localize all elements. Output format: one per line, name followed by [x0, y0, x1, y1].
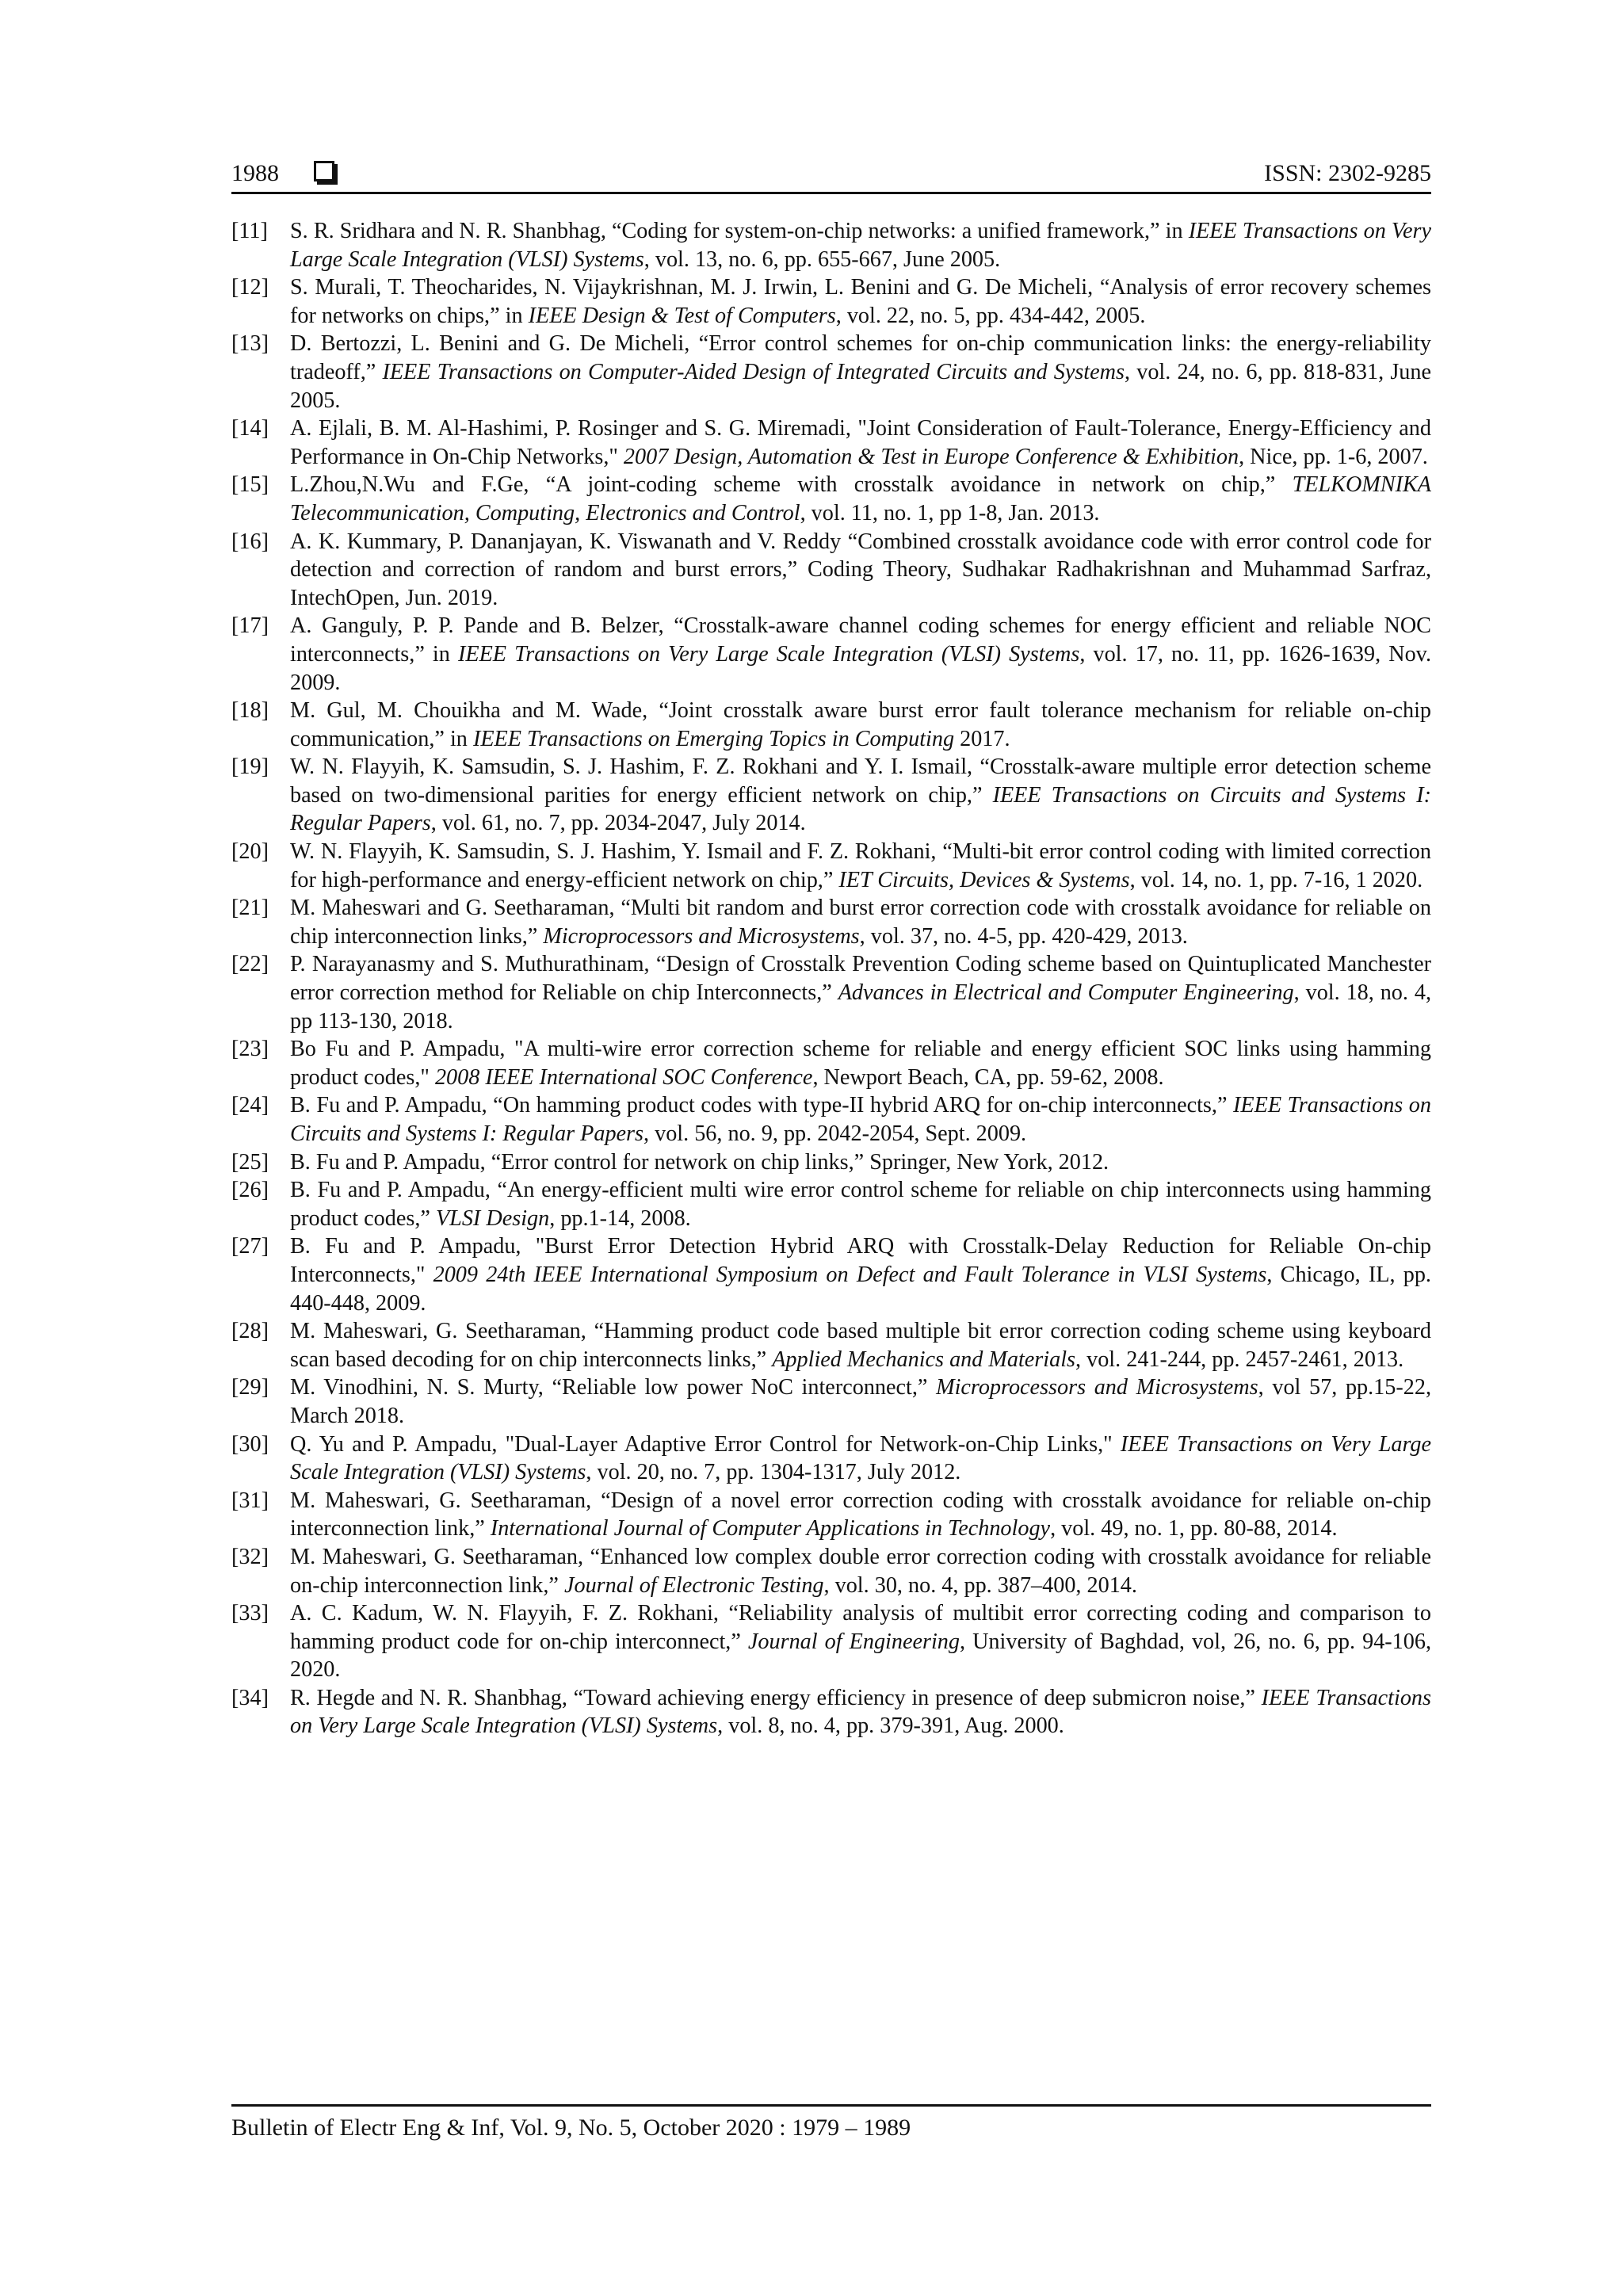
reference-number: [14]: [231, 416, 269, 441]
reference-number: [12]: [231, 275, 269, 300]
reference-item: [231, 330, 1431, 415]
reference-number: [19]: [231, 755, 269, 780]
reference-venue: IEEE Transactions on Emerging Topics in Computing: [472, 726, 955, 751]
reference-text: [290, 1684, 1431, 1740]
reference-segment: B. Fu and P. Ampadu, "Burst Error Detection Hybrid ARQ with Crosstalk-Delay Reduction for Reliable On-chip Interconnects,": [290, 1234, 1431, 1287]
reference-segment: M. Maheswari, G. Seetharaman, “Design of a novel error correction coding with crosstalk avoidance for reliable on-chip interconnection link,”: [290, 1488, 1431, 1541]
reference-number: [30]: [231, 1431, 269, 1457]
reference-venue: TELKOMNIKA Telecommunication, Computing, Electronics and Control: [290, 472, 1431, 525]
reference-item: [231, 697, 1431, 753]
reference-segment: , Newport Beach, CA, pp. 59-62, 2008.: [812, 1064, 1164, 1090]
reference-segment: , vol. 20, no. 7, pp. 1304-1317, July 2012.: [586, 1460, 961, 1485]
reference-number: [11]: [231, 219, 268, 243]
reference-segment: , pp.1-14, 2008.: [549, 1205, 691, 1231]
reference-venue: IEEE Transactions on Computer-Aided Design of Integrated Circuits and Systems: [382, 359, 1125, 384]
reference-number: [20]: [231, 839, 269, 865]
reference-segment: Q. Yu and P. Ampadu, "Dual-Layer Adaptive Error Control for Network-on-Chip Links,": [290, 1431, 1121, 1457]
reference-venue: IEEE Transactions on Very Large Scale Integration (VLSI) Systems: [290, 219, 1431, 272]
reference-segment: A. Ganguly, P. P. Pande and B. Belzer, “Crosstalk-aware channel coding schemes for energy efficient and reliable NOC interconnects,” in: [290, 613, 1431, 667]
reference-number: [31]: [231, 1488, 269, 1513]
reference-number: [29]: [231, 1375, 269, 1400]
reference-segment: B. Fu and P. Ampadu, “Error control for network on chip links,” Springer, New York, 2012.: [290, 1149, 1109, 1175]
reference-segment: D. Bertozzi, L. Benini and G. De Micheli, “Error control schemes for on-chip communication links: the energy-reliability tradeoff,”: [290, 331, 1431, 384]
reference-item: [231, 894, 1431, 950]
reference-item: [231, 1543, 1431, 1599]
reference-item: [231, 1684, 1431, 1740]
reference-number: [22]: [231, 952, 269, 977]
reference-text: [290, 1487, 1431, 1543]
reference-segment: P. Narayanasmy and S. Muthurathinam, “Design of Crosstalk Prevention Coding scheme based on Quintuplicated Manchester error correction method for Reliable on chip Interconnects,”: [290, 952, 1431, 1006]
reference-segment: M. Maheswari, G. Seetharaman, “Hamming product code based multiple bit error correction coding scheme using keyboard scan based decoding for on chip interconnects links,”: [290, 1319, 1431, 1372]
reference-number: [21]: [231, 896, 269, 921]
reference-number: [16]: [231, 529, 269, 554]
footer-citation: Bulletin of Electr Eng & Inf, Vol. 9, No. 5, October 2020 : 1979 – 1989: [231, 2115, 911, 2141]
reference-list: [231, 217, 1431, 1740]
page-footer: [231, 2104, 1431, 2141]
reference-venue: Advances in Electrical and Computer Engineering: [838, 980, 1294, 1006]
reference-segment: S. Murali, T. Theocharides, N. Vijaykrishnan, M. J. Irwin, L. Benini and G. De Micheli, “Analysis of error recovery schemes for networks on chips,” in: [290, 275, 1431, 328]
reference-item: [231, 1599, 1431, 1684]
reference-segment: , University of Baghdad, vol, 26, no. 6, pp. 94-106, 2020.: [290, 1629, 1432, 1683]
reference-segment: B. Fu and P. Ampadu, “On hamming product codes with type-II hybrid ARQ for on-chip interconnects,”: [290, 1093, 1233, 1118]
reference-number: [25]: [231, 1149, 269, 1175]
reference-segment: , vol. 14, no. 1, pp. 7-16, 1 2020.: [1129, 867, 1423, 892]
reference-number: [13]: [231, 331, 269, 357]
reference-item: [231, 1317, 1431, 1373]
reference-segment: , vol. 24, no. 6, pp. 818-831, June 2005.: [290, 359, 1432, 413]
reference-segment: , vol. 11, no. 1, pp 1-8, Jan. 2013.: [800, 500, 1100, 525]
reference-number: [18]: [231, 698, 269, 724]
reference-number: [32]: [231, 1544, 269, 1569]
reference-text: [290, 330, 1431, 415]
reference-venue: IET Circuits, Devices & Systems: [838, 867, 1130, 892]
square-bullet-icon: [314, 161, 334, 181]
reference-segment: , vol. 56, no. 9, pp. 2042-2054, Sept. 2009.: [643, 1121, 1027, 1146]
reference-venue: IEEE Transactions on Circuits and Systems I: Regular Papers: [290, 1093, 1431, 1146]
reference-venue: Microprocessors and Microsystems: [936, 1375, 1258, 1400]
reference-item: [231, 950, 1431, 1035]
reference-segment: 2017.: [954, 726, 1010, 751]
reference-segment: B. Fu and P. Ampadu, “An energy-efficient multi wire error control scheme for reliable on chip interconnects using hamming product codes,”: [290, 1178, 1431, 1231]
reference-number: [26]: [231, 1178, 269, 1203]
reference-text: [290, 753, 1431, 838]
reference-venue: 2008 IEEE International SOC Conference: [434, 1064, 813, 1090]
reference-segment: , vol. 49, no. 1, pp. 80-88, 2014.: [1050, 1516, 1338, 1541]
reference-segment: A. C. Kadum, W. N. Flayyih, F. Z. Rokhani, “Reliability analysis of multibit error correcting coding and comparison to hamming product code for on-chip interconnect,”: [290, 1601, 1431, 1654]
reference-segment: M. Vinodhini, N. S. Murty, “Reliable low power NoC interconnect,”: [290, 1375, 937, 1400]
reference-item: [231, 1148, 1431, 1177]
reference-text: [290, 1543, 1431, 1599]
reference-segment: W. N. Flayyih, K. Samsudin, S. J. Hashim, F. Z. Rokhani and Y. I. Ismail, “Crosstalk-aware multiple error detection scheme based on two-dimensional parities for energy efficient network on chip,”: [290, 755, 1431, 808]
reference-segment: , vol. 30, no. 4, pp. 387–400, 2014.: [823, 1572, 1137, 1598]
reference-item: [231, 528, 1431, 613]
reference-venue: International Journal of Computer Applications in Technology: [490, 1516, 1051, 1541]
reference-segment: , vol. 37, no. 4-5, pp. 420-429, 2013.: [859, 923, 1188, 949]
reference-number: [24]: [231, 1093, 269, 1118]
reference-segment: , vol. 13, no. 6, pp. 655-667, June 2005.: [643, 246, 1001, 272]
reference-item: [231, 1431, 1431, 1487]
reference-text: [290, 697, 1431, 753]
reference-venue: Journal of Engineering: [747, 1629, 960, 1654]
issn-label: ISSN: 2302-9285: [1264, 160, 1431, 186]
reference-segment: , vol 57, pp.15-22, March 2018.: [290, 1375, 1431, 1428]
reference-segment: , vol. 8, no. 4, pp. 379-391, Aug. 2000.: [717, 1713, 1064, 1739]
reference-text: [290, 612, 1431, 697]
reference-venue: Journal of Electronic Testing: [563, 1572, 824, 1598]
reference-number: [15]: [231, 472, 269, 498]
reference-segment: , vol. 17, no. 11, pp. 1626-1639, Nov. 2009.: [290, 641, 1431, 695]
reference-venue: VLSI Design: [435, 1205, 550, 1231]
reference-number: [34]: [231, 1685, 269, 1710]
reference-text: [290, 1035, 1431, 1091]
reference-text: [290, 1317, 1431, 1373]
reference-segment: , vol. 61, no. 7, pp. 2034-2047, July 2014.: [430, 811, 806, 836]
reference-venue: 2009 24th IEEE International Symposium on Defect and Fault Tolerance in VLSI Systems: [433, 1262, 1267, 1287]
reference-item: [231, 415, 1431, 471]
reference-item: [231, 217, 1431, 273]
reference-number: [27]: [231, 1234, 269, 1259]
reference-segment: M. Maheswari and G. Seetharaman, “Multi bit random and burst error correction code with crosstalk avoidance for reliable on chip interconnection links,”: [290, 896, 1431, 949]
reference-text: [290, 894, 1431, 950]
reference-segment: , vol. 22, no. 5, pp. 434-442, 2005.: [835, 303, 1146, 328]
reference-item: [231, 838, 1431, 894]
reference-item: [231, 1373, 1431, 1430]
reference-venue: IEEE Transactions on Very Large Scale Integration (VLSI) Systems: [290, 1685, 1431, 1739]
reference-segment: M. Gul, M. Chouikha and M. Wade, “Joint crosstalk aware burst error fault tolerance mechanism for reliable on-chip communication,” in: [290, 698, 1431, 751]
reference-segment: A. Ejlali, B. M. Al-Hashimi, P. Rosinger and S. G. Miremadi, "Joint Consideration of Fault-Tolerance, Energy-Efficiency and Performance in On-Chip Networks,": [290, 416, 1431, 469]
reference-number: [23]: [231, 1037, 269, 1062]
reference-segment: , Chicago, IL, pp. 440-448, 2009.: [290, 1262, 1431, 1316]
reference-segment: , vol. 18, no. 4, pp 113-130, 2018.: [290, 980, 1431, 1033]
reference-venue: Applied Mechanics and Materials: [772, 1347, 1076, 1372]
reference-text: [290, 838, 1431, 894]
reference-text: [290, 217, 1431, 273]
reference-number: [33]: [231, 1601, 269, 1626]
reference-text: [290, 1599, 1431, 1684]
reference-venue: IEEE Design & Test of Computers: [528, 303, 836, 328]
reference-venue: IEEE Transactions on Circuits and Systems I: Regular Papers: [290, 782, 1431, 836]
reference-text: [290, 1176, 1431, 1232]
reference-item: [231, 471, 1431, 527]
reference-number: [17]: [231, 613, 269, 639]
reference-number: [28]: [231, 1319, 269, 1344]
reference-segment: Bo Fu and P. Ampadu, "A multi-wire error correction scheme for reliable and energy efficient SOC links using hamming product codes,": [290, 1037, 1431, 1090]
reference-segment: M. Maheswari, G. Seetharaman, “Enhanced low complex double error correction coding with crosstalk avoidance for reliable on-chip interconnection link,”: [290, 1544, 1431, 1598]
reference-text: [290, 1148, 1431, 1177]
reference-segment: , vol. 241-244, pp. 2457-2461, 2013.: [1075, 1347, 1404, 1372]
reference-item: [231, 1091, 1431, 1148]
reference-text: [290, 1232, 1431, 1317]
reference-venue: Microprocessors and Microsystems: [543, 923, 860, 949]
reference-segment: L.Zhou,N.Wu and F.Ge, “A joint-coding scheme with crosstalk avoidance in network on chip,”: [290, 472, 1293, 498]
reference-item: [231, 273, 1431, 330]
reference-text: [290, 471, 1431, 527]
reference-item: [231, 1232, 1431, 1317]
reference-item: [231, 1487, 1431, 1543]
reference-segment: S. R. Sridhara and N. R. Shanbhag, “Coding for system-on-chip networks: a unified framework,” in: [290, 219, 1189, 243]
reference-item: [231, 753, 1431, 838]
reference-text: [290, 1373, 1431, 1430]
reference-venue: IEEE Transactions on Very Large Scale Integration (VLSI) Systems: [457, 641, 1080, 667]
reference-item: [231, 1176, 1431, 1232]
reference-segment: A. K. Kummary, P. Dananjayan, K. Viswanath and V. Reddy “Combined crosstalk avoidance code with error control code for detection and correction of random and burst errors,” Coding Theory, Sudhakar Radhakrishnan and Muhammad Sarfraz, IntechOpen, Jun. 2019.: [290, 529, 1431, 610]
reference-segment: W. N. Flayyih, K. Samsudin, S. J. Hashim, Y. Ismail and F. Z. Rokhani, “Multi-bit error control coding with limited correction for high-performance and energy-efficient network on chip,”: [290, 839, 1431, 892]
reference-item: [231, 612, 1431, 697]
reference-text: [290, 273, 1431, 330]
reference-text: [290, 950, 1431, 1035]
reference-venue: IEEE Transactions on Very Large Scale Integration (VLSI) Systems: [290, 1431, 1431, 1485]
reference-text: [290, 1091, 1431, 1148]
reference-segment: R. Hegde and N. R. Shanbhag, “Toward achieving energy efficiency in presence of deep submicron noise,”: [290, 1685, 1262, 1710]
reference-text: [290, 1431, 1431, 1487]
page-number: 1988: [231, 160, 279, 186]
reference-segment: , Nice, pp. 1-6, 2007.: [1239, 444, 1428, 469]
reference-venue: 2007 Design, Automation & Test in Europe Conference & Exhibition: [623, 444, 1239, 469]
reference-text: [290, 528, 1431, 613]
reference-text: [290, 415, 1431, 471]
page-header: [231, 155, 1431, 194]
reference-item: [231, 1035, 1431, 1091]
